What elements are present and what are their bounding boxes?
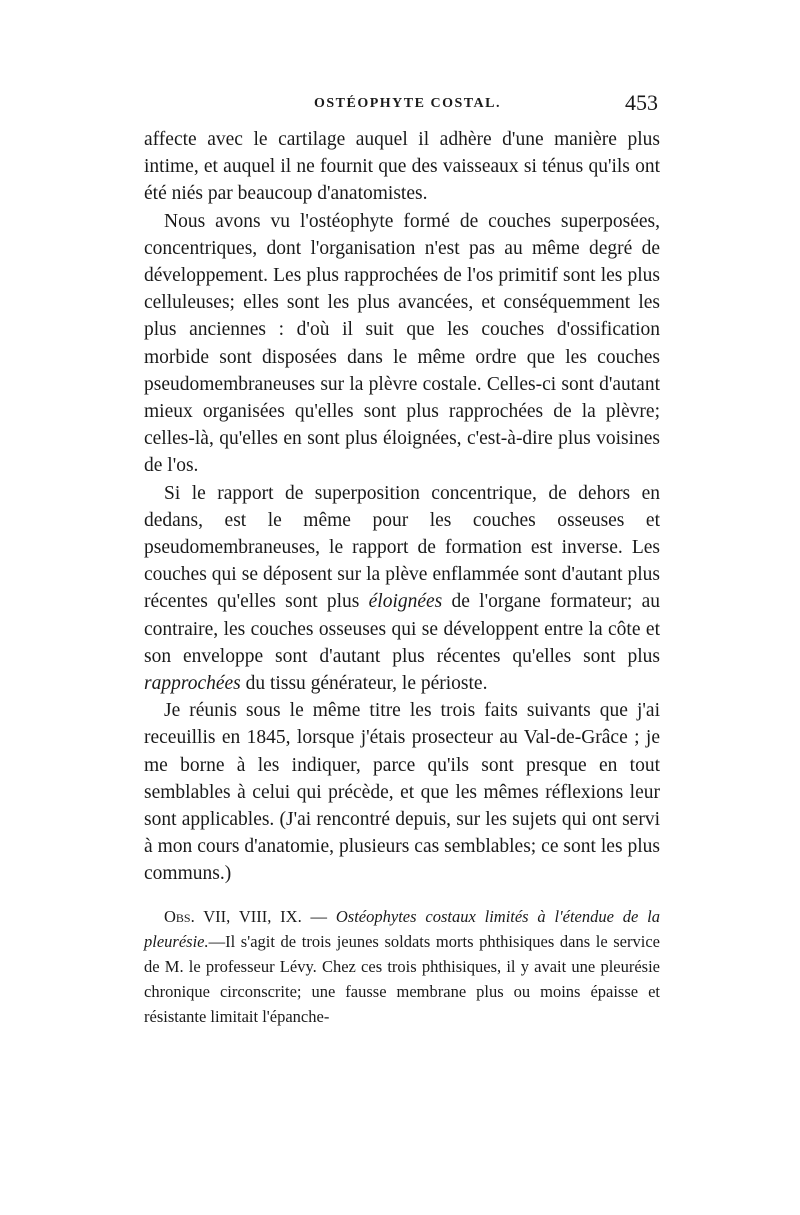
paragraph-3 xyxy=(144,480,660,698)
observation-label: Obs. VII, VIII, IX. xyxy=(164,906,302,926)
observation-title: Ostéophytes costaux limités à l'étendue de la pleurésie. xyxy=(144,906,661,951)
paragraph-4: Je réunis sous le même titre les trois faits suivants que j'ai receuillis en 1845, lorsque j'étais prosecteur au Val-de-Grâce ; je me borne à les indiquer, parce qu'ils sont presque en tout semblables à celui qui précède, et que les mêmes réflexions leur sont applicables. (J'ai rencontré depuis, sur les sujets qui ont servi à mon cours d'anatomie, plusieurs cas semblables; ce sont les plus communs.) xyxy=(144,700,660,885)
running-title: OSTÉOPHYTE COSTAL. xyxy=(314,96,502,111)
paragraph-1: affecte avec le cartilage auquel il adhère d'une manière plus intime, et auquel il ne fournit que des vaisseaux si ténus qu'ils ont été niés par beaucoup d'anatomistes. xyxy=(144,129,660,205)
body-text xyxy=(144,126,660,888)
emphasis-rapprochees: rapprochées xyxy=(144,673,241,695)
paragraph-3-text-a: Si le rapport de superposition concentrique, de dehors en dedans, est le même pour les couches osseuses et pseudomembraneuses, le rapport de formation est inverse. Les couches qui se déposent sur la plève enflammée sont d'autant plus récentes qu'elles sont plus xyxy=(144,482,660,613)
observation-dash: — xyxy=(301,906,336,926)
book-page xyxy=(144,90,661,1045)
emphasis-eloignees: éloignées xyxy=(368,591,443,613)
observation-text: —Il s'agit de trois jeunes soldats morts phthisiques dans le service de M. le professeur Lévy. Chez ces trois phthisiques, il y avait une pleurésie chronique circonscrite; une fausse membrane plus ou moins épaisse et résistante limitait l'épanche- xyxy=(144,931,660,1026)
observation-paragraph xyxy=(144,904,660,1029)
paragraph-3-text-b: de l'organe formateur; au contraire, les couches osseuses qui se développent entre la côte et son enveloppe sont d'autant plus récentes qu'elles sont plus xyxy=(144,591,660,667)
paragraph-3-text-c: du tissu générateur, le périoste. xyxy=(240,673,488,695)
page-number: 453 xyxy=(625,90,658,115)
page-header xyxy=(144,90,660,126)
paragraph-2: Nous avons vu l'ostéophyte formé de couches superposées, concentriques, dont l'organisation n'est pas au même degré de développement. Les plus rapprochées de l'os primitif sont les plus celluleuses; elles sont les plus avancées, et conséquemment les plus anciennes : d'où il suit que les couches d'ossification morbide sont disposées dans le même ordre que les couches pseudomembraneuses sur la plèvre costale. Celles-ci sont d'autant mieux organisées qu'elles sont plus rapprochées de la plèvre; celles-là, qu'elles en sont plus éloignées, c'est-à-dire plus voisines de l'os. xyxy=(144,210,660,477)
